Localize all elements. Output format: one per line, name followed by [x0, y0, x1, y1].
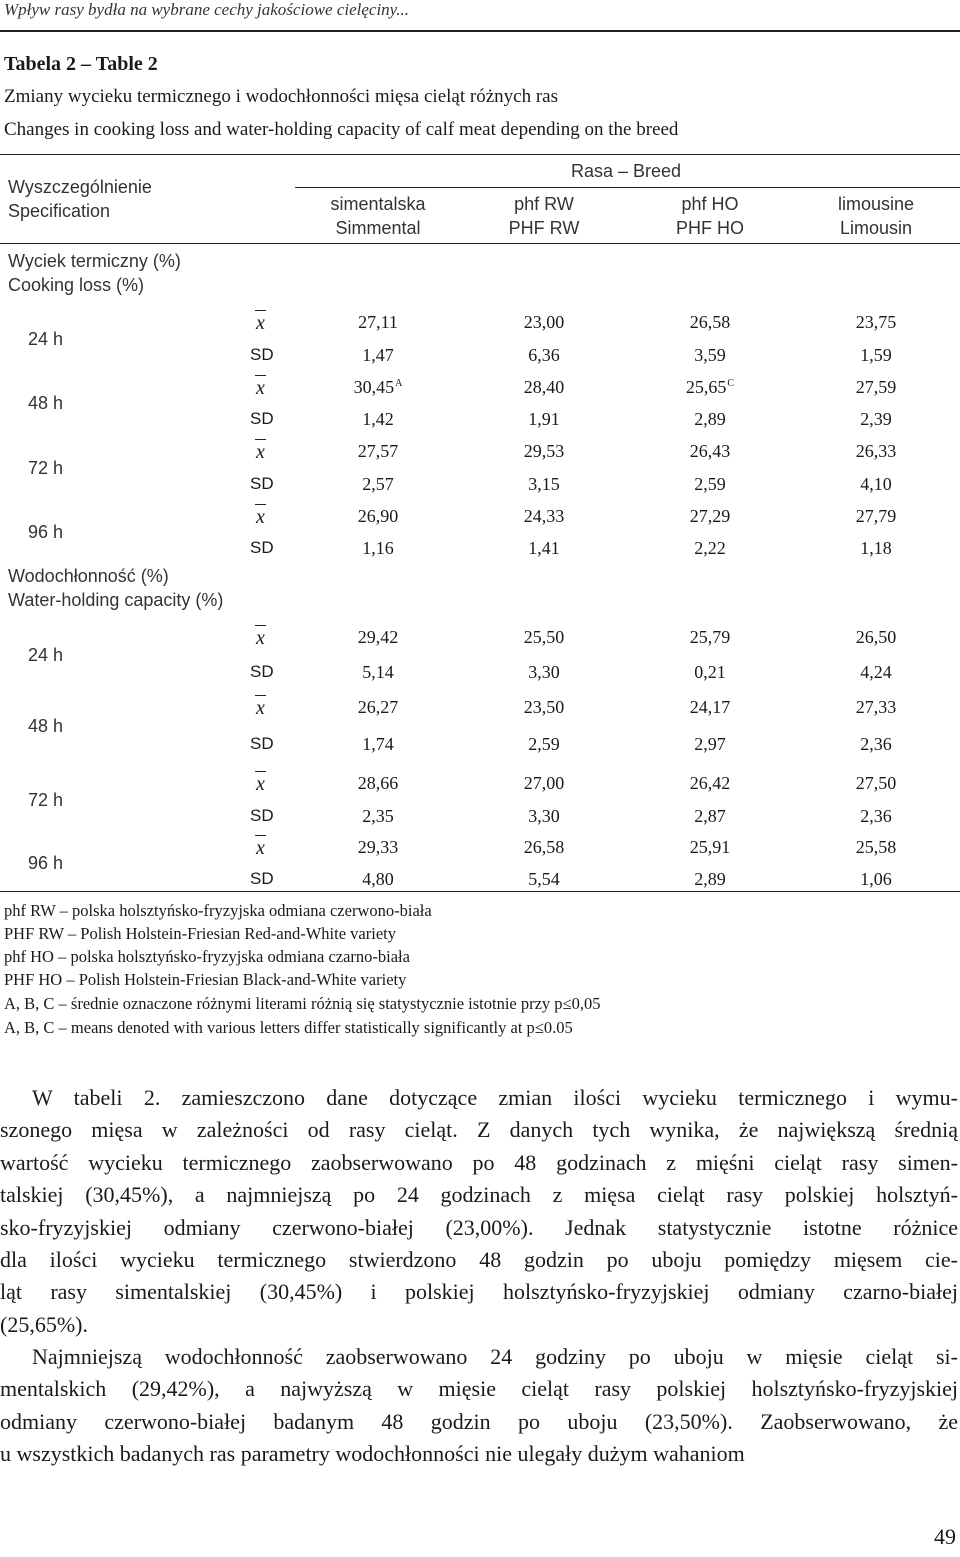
mean-value [524, 627, 565, 648]
sd-value: 0,21 [694, 662, 726, 682]
sd-value: 2,89 [694, 409, 726, 429]
mean-value-text: 28,40 [523, 377, 565, 397]
sd-value: 1,91 [528, 409, 560, 429]
column-header-pl: limousine [837, 194, 915, 214]
sd-value: 5,14 [362, 662, 394, 682]
mean-value-text: 26,90 [357, 506, 399, 526]
sd-label: SD [250, 806, 274, 825]
sd-value: 2,87 [694, 806, 726, 826]
paragraph-line: szonego mięsa w zależności od rasy cieląt. Z danych tych wynika, że największą średnią [0, 1117, 958, 1143]
time-label: 72 h [28, 457, 64, 478]
mean-value-text: 25,58 [855, 837, 897, 857]
mean-value-text: 30,45 [353, 377, 395, 397]
mean-value-text: 27,50 [855, 773, 897, 793]
mean-value [690, 837, 731, 858]
sd-label: SD [250, 734, 274, 753]
paragraph-line: wartość wycieku termicznego zaobserwowano po 48 godzinach z mięśni cieląt rasy simen- [0, 1149, 958, 1175]
sd-label: SD [250, 345, 274, 364]
mean-value-text: 26,33 [855, 441, 897, 461]
sd-value: 1,74 [362, 734, 394, 754]
time-label: 24 h [28, 328, 64, 349]
time-label: 24 h [28, 644, 64, 665]
mean-value [524, 773, 565, 794]
paragraph-2 [0, 1341, 958, 1471]
breed-group-header: Rasa – Breed [570, 161, 682, 181]
mean-value [856, 506, 897, 527]
mean-value [690, 773, 731, 794]
mean-value-text: 25,50 [523, 627, 565, 647]
sd-value: 1,18 [860, 538, 892, 558]
time-label: 96 h [28, 853, 64, 873]
paragraph-line: sko-fryzyjskiej odmiany czerwono-białej (23,00%). Jednak statystycznie istotne różnice [0, 1214, 958, 1240]
mean-value-text: 29,53 [523, 441, 565, 461]
sd-value: 2,97 [694, 734, 726, 754]
sd-value: 2,57 [362, 474, 394, 494]
top-rule [0, 30, 960, 32]
mean-value [358, 837, 399, 858]
mean-value-text: 23,00 [523, 312, 565, 332]
mean-value [358, 312, 398, 333]
mean-value [856, 837, 897, 858]
mean-value [856, 441, 897, 462]
mean-value [354, 377, 403, 398]
sd-label: SD [250, 662, 274, 681]
mean-value-text: 23,75 [855, 312, 897, 332]
significance-superscript: C [727, 378, 735, 389]
sd-label: SD [250, 474, 274, 493]
table-bottom-rule [0, 891, 960, 892]
mean-value-text: 27,11 [358, 312, 398, 332]
mean-value [690, 312, 731, 333]
mean-value-text: 25,65 [685, 377, 727, 397]
sd-value: 3,30 [528, 662, 560, 682]
mean-value-text: 26,27 [357, 697, 399, 717]
sd-value: 1,41 [528, 538, 560, 558]
mean-value [856, 773, 897, 794]
time-label: 96 h [28, 522, 64, 542]
paragraph-line: ląt rasy simentalskiej (30,45%) i polskiej holsztyńsko-fryzyjskiej odmiany czarno-białej [0, 1279, 958, 1305]
mean-value-text: 26,42 [689, 773, 731, 793]
time-label: 72 h [28, 789, 64, 810]
mean-value-text: 27,57 [357, 441, 399, 461]
table-top-rule [0, 154, 960, 155]
mean-value [524, 312, 565, 333]
mean-value-text: 27,59 [855, 377, 897, 397]
column-header-pl: simentalska [330, 194, 426, 214]
paragraph-line: talskiej (30,45%), a najmniejszą po 24 godzinach z mięsa cieląt rasy polskiej holsztyń- [0, 1182, 958, 1208]
mean-value [690, 506, 731, 527]
sd-value: 1,42 [362, 409, 394, 429]
sd-label: SD [250, 409, 274, 428]
mean-value-text: 29,42 [357, 627, 399, 647]
mean-value-text: 27,00 [523, 773, 565, 793]
column-header-en: Simmental [335, 218, 421, 238]
section-title-pl: Wyciek termiczny (%) [8, 251, 181, 271]
sd-value: 1,16 [362, 538, 394, 558]
mean-value-text: 25,91 [689, 837, 731, 857]
mean-value [358, 627, 399, 648]
mean-value [856, 377, 897, 398]
mean-value-text: 26,58 [523, 837, 565, 857]
column-header-en: PHF HO [675, 218, 745, 238]
mean-value-text: 27,29 [689, 506, 731, 526]
footnote: PHF RW – Polish Holstein-Friesian Red-and-White variety [4, 924, 396, 943]
mean-value [358, 441, 399, 462]
mean-value [358, 506, 399, 527]
significance-superscript: A [395, 378, 403, 389]
mean-symbol: x [256, 773, 265, 795]
paragraph-line: W tabeli 2. zamieszczono dane dotyczące zmian ilości wycieku termicznego i wymu- [32, 1085, 958, 1110]
mean-value-text: 24,17 [689, 697, 731, 717]
mean-value-text: 26,58 [689, 312, 731, 332]
mean-value [524, 441, 565, 462]
time-label: 48 h [28, 715, 64, 736]
mean-value-text: 28,66 [357, 773, 399, 793]
mean-value-text: 26,50 [855, 627, 897, 647]
mean-value-text: 24,33 [523, 506, 565, 526]
sd-value: 2,39 [860, 409, 892, 429]
footnote: A, B, C – means denoted with various letters differ statistically significantly at p≤0.05 [4, 1018, 573, 1037]
time-label: 48 h [28, 393, 64, 413]
mean-value-text: 23,50 [523, 697, 565, 717]
mean-symbol: x [256, 441, 265, 463]
mean-value [524, 506, 565, 527]
mean-symbol: x [256, 697, 265, 719]
column-header-en: PHF RW [508, 218, 580, 238]
footnote: phf HO – polska holsztyńsko-fryzyjska odmiana czarno-biała [4, 947, 410, 966]
mean-value [358, 697, 399, 718]
mean-value [524, 837, 565, 858]
mean-symbol: x [256, 312, 265, 334]
breed-group-rule [295, 187, 960, 188]
column-header-pl: phf HO [681, 194, 739, 214]
sd-value: 6,36 [528, 345, 560, 365]
mean-value-text: 26,43 [689, 441, 731, 461]
mean-value [856, 627, 897, 648]
sd-value: 4,24 [860, 662, 892, 682]
footnote: A, B, C – średnie oznaczone różnymi literami różnią się statystycznie istotnie przy p≤0,05 [4, 994, 601, 1013]
sd-value: 3,59 [694, 345, 726, 365]
table-label: Tabela 2 – Table 2 [4, 53, 158, 75]
sd-value: 4,80 [362, 869, 394, 889]
mean-value-text: 25,79 [689, 627, 731, 647]
mean-symbol: x [256, 377, 265, 399]
column-header-en: Limousin [839, 218, 913, 238]
sd-value: 3,15 [528, 474, 560, 494]
sd-value: 2,59 [694, 474, 726, 494]
mean-value [686, 377, 734, 398]
mean-value [524, 697, 565, 718]
paragraph-line: dla ilości wycieku termicznego stwierdzono 48 godzin po uboju pomiędzy mięsem cie- [0, 1246, 958, 1272]
mean-value [358, 773, 399, 794]
section-title-en: Water-holding capacity (%) [8, 590, 224, 610]
sd-value: 2,35 [362, 806, 394, 826]
sd-label: SD [250, 869, 274, 888]
sd-value: 2,22 [694, 538, 726, 558]
paragraph-line: Najmniejszą wodochłonność zaobserwowano 24 godziny po uboju w mięsie cieląt si- [32, 1344, 958, 1369]
section-title-pl: Wodochłonność (%) [8, 566, 169, 586]
mean-value [524, 377, 565, 398]
paragraph-line: odmiany czerwono-białej badanym 48 godzin po uboju (23,50%). Zaobserwowano, że [0, 1408, 958, 1434]
sd-value: 5,54 [528, 869, 560, 889]
mean-symbol: x [256, 837, 265, 859]
sd-value: 2,36 [860, 734, 892, 754]
paragraph-line: u wszystkich badanych ras parametry wodochłonności nie ulegały dużym wahaniom [0, 1441, 745, 1467]
footnote: phf RW – polska holsztyńsko-fryzyjska odmiana czerwono-biała [4, 901, 432, 920]
mean-value [690, 697, 731, 718]
section-title-en: Cooking loss (%) [8, 275, 145, 295]
paragraph-line: mentalskich (29,42%), a najwyższą w mięsie cieląt rasy polskiej holsztyńsko-fryzyjskiej [0, 1376, 958, 1402]
mean-value-text: 27,79 [855, 506, 897, 526]
mean-symbol: x [256, 506, 265, 528]
header-bottom-rule [0, 243, 960, 244]
mean-value-text: 29,33 [357, 837, 399, 857]
sd-value: 4,10 [860, 474, 892, 494]
sd-value: 2,89 [694, 869, 726, 889]
sd-value: 1,59 [860, 345, 892, 365]
spec-header-pl: Wyszczególnienie [8, 177, 152, 197]
footnote: PHF HO – Polish Holstein-Friesian Black-and-White variety [4, 970, 407, 989]
sd-value: 2,36 [860, 806, 892, 826]
mean-symbol: x [256, 627, 265, 649]
sd-value: 3,30 [528, 806, 560, 826]
paragraph-line: (25,65%). [0, 1311, 88, 1337]
table-title-pl: Zmiany wycieku termicznego i wodochłonności mięsa cieląt różnych ras [4, 86, 558, 107]
mean-value [690, 627, 731, 648]
sd-label: SD [250, 538, 274, 557]
sd-value: 1,47 [362, 345, 394, 365]
mean-value [856, 697, 897, 718]
paragraph-1 [0, 1082, 958, 1341]
running-head: Wpływ rasy bydła na wybrane cechy jakościowe cielęciny... [4, 0, 410, 19]
page-number: 49 [934, 1524, 956, 1549]
table-title-en: Changes in cooking loss and water-holding capacity of calf meat depending on the breed [4, 119, 679, 140]
mean-value [856, 312, 897, 333]
mean-value [690, 441, 731, 462]
spec-header-en: Specification [8, 201, 111, 221]
column-header-pl: phf RW [514, 194, 574, 214]
sd-value: 1,06 [860, 869, 892, 889]
sd-value: 2,59 [528, 734, 560, 754]
mean-value-text: 27,33 [855, 697, 897, 717]
